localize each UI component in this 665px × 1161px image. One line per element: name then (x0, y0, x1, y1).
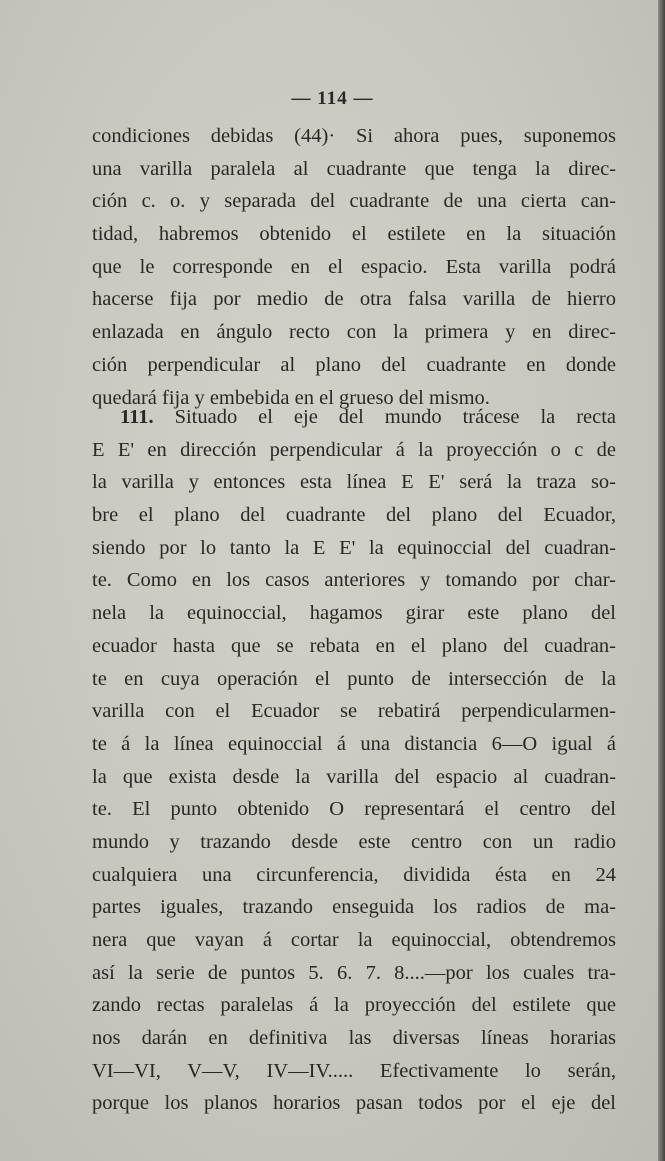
text-line: cualquiera una circunferencia, dividida ésta en 24 (92, 863, 616, 886)
text-line: nela la equinoccial, hagamos girar este plano del (92, 602, 616, 625)
text-line-first (92, 401, 616, 434)
text-line: así la serie de puntos 5. 6. 7. 8....—por los cuales tra- (92, 961, 616, 984)
text-line: condiciones debidas (44)· Si ahora pues, suponemos (92, 125, 616, 147)
text-line: varilla con el Ecuador se rebatirá perpendicularmen- (92, 700, 616, 723)
text-line: la varilla y entonces esta línea E E' será la traza so- (92, 471, 616, 494)
text-line: zando rectas paralelas á la proyección del estilete que (92, 994, 616, 1017)
text-line: te en cuya operación el punto de intersección de la (92, 667, 616, 690)
text-line: la que exista desde la varilla del espacio al cuadran- (92, 765, 616, 788)
text-line: te. Como en los casos anteriores y tomando por char- (92, 569, 616, 592)
text-line: ción c. o. y separada del cuadrante de una cierta can- (92, 190, 616, 213)
text-line: te á la línea equinoccial á una distancia 6—O igual á (92, 732, 616, 755)
paragraph-111 (92, 401, 616, 1120)
text-line: ción perpendicular al plano del cuadrante en donde (92, 353, 616, 376)
text-line: bre el plano del cuadrante del plano del Ecuador, (92, 504, 616, 527)
text-line: VI—VI, V—V, IV—IV..... Efectivamente lo serán, (92, 1059, 616, 1082)
text-line: porque los planos horarios pasan todos por el eje del (92, 1092, 616, 1115)
text-line: nos darán en definitiva las diversas líneas horarias (92, 1027, 616, 1050)
text-line: nera que vayan á cortar la equinoccial, obtendremos (92, 929, 616, 951)
page-edge-shadow (658, 0, 665, 1161)
text-line: siendo por lo tanto la E E' la equinoccial del cuadran- (92, 536, 616, 559)
text-line: E E' en dirección perpendicular á la proyección o c de (92, 438, 616, 461)
page-number: — 114 — (291, 88, 374, 109)
text-line: que le corresponde en el espacio. Esta varilla podrá (92, 255, 616, 278)
text-line: quedará fija y embebida en el grueso del mismo. (92, 386, 490, 409)
text-line: tidad, habremos obtenido el estilete en la situación (92, 223, 616, 246)
text-line: una varilla paralela al cuadrante que tenga la direc- (92, 157, 616, 180)
text-line: enlazada en ángulo recto con la primera y en direc- (92, 321, 616, 344)
text-line: Situado el eje del mundo trácese la recta (174, 406, 616, 428)
text-line: mundo y trazando desde este centro con un radio (92, 830, 616, 853)
text-line: partes iguales, trazando enseguida los radios de ma- (92, 896, 616, 919)
text-line: ecuador hasta que se rebata en el plano del cuadran- (92, 634, 616, 657)
paragraph-continuation (92, 120, 616, 414)
text-line: hacerse fija por medio de otra falsa varilla de hierro (92, 288, 616, 311)
paragraph-number: 111. (120, 406, 154, 428)
text-line: te. El punto obtenido O representará el centro del (92, 798, 616, 821)
